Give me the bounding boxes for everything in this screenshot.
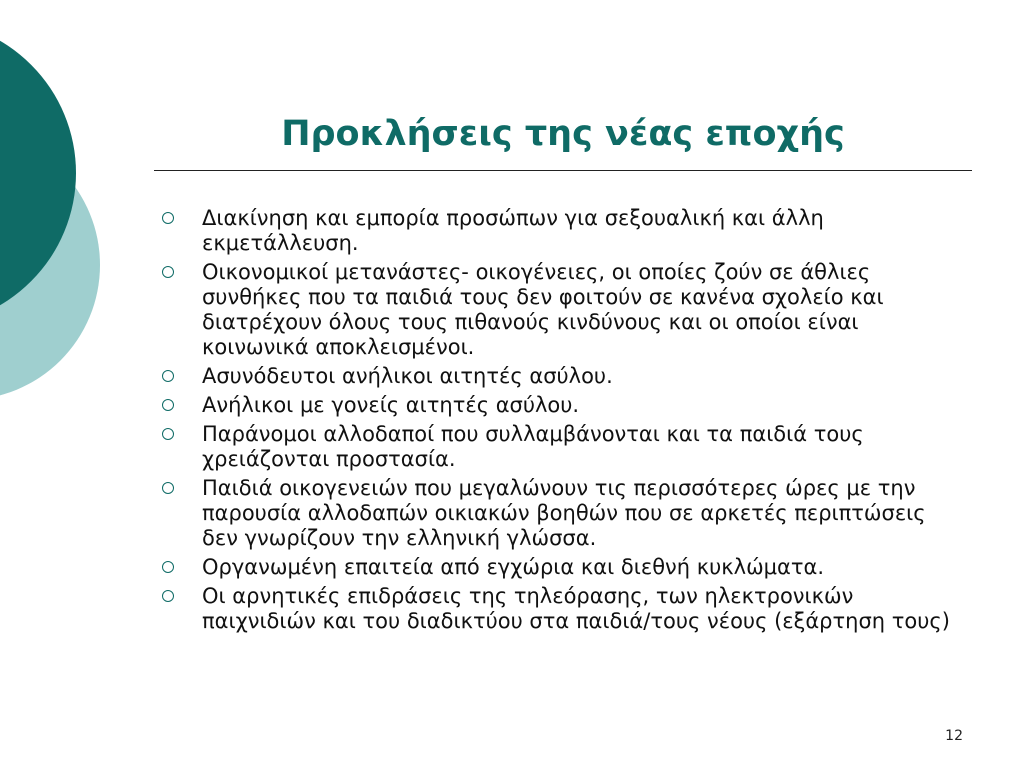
bullet-item	[162, 555, 962, 580]
bullet-item	[162, 206, 962, 256]
bullet-item	[162, 584, 962, 634]
slide-title: Προκλήσεις της νέας εποχής	[281, 114, 845, 154]
bullet-item	[162, 476, 962, 551]
bullet-circle-icon	[162, 482, 174, 494]
title-divider	[154, 170, 972, 171]
bullet-text: Οικονομικοί μετανάστες- οικογένειες, οι οποίες ζούν σε άθλιες συνθήκες που τα παιδιά τους δεν φοιτούν σε κανένα σχολείο και διατρέχουν όλους τους πιθανούς κινδύνους και οι οποίοι είναι κοινωνικά αποκλεισμένοι.	[202, 260, 884, 359]
bullet-item	[162, 393, 962, 418]
bullet-circle-icon	[162, 266, 174, 278]
bullet-text: Παράνομοι αλλοδαποί που συλλαμβάνονται και τα παιδιά τους χρειάζονται προστασία.	[202, 422, 864, 471]
bullet-item	[162, 364, 962, 389]
bullet-text: Οργανωμένη επαιτεία από εγχώρια και διεθνή κυκλώματα.	[202, 555, 825, 579]
bullet-circle-icon	[162, 399, 174, 411]
bullet-circle-icon	[162, 561, 174, 573]
bullet-text: Ασυνόδευτοι ανήλικοι αιτητές ασύλου.	[202, 364, 613, 388]
bullet-text: Διακίνηση και εμπορία προσώπων για σεξουαλική και άλλη εκμετάλλευση.	[202, 206, 824, 255]
bullet-text: Ανήλικοι με γονείς αιτητές ασύλου.	[202, 393, 580, 417]
bullet-circle-icon	[162, 370, 174, 382]
bullet-circle-icon	[162, 590, 174, 602]
bullet-text: Οι αρνητικές επιδράσεις της τηλεόρασης, των ηλεκτρονικών παιχνιδιών και του διαδικτύου στα παιδιά/τους νέους (εξάρτηση τους)	[202, 584, 950, 633]
bullet-text: Παιδιά οικογενειών που μεγαλώνουν τις περισσότερες ώρες με την παρουσία αλλοδαπών οικιακών βοηθών που σε αρκετές περιπτώσεις δεν γνωρίζουν την ελληνική γλώσσα.	[202, 476, 926, 550]
bullet-circle-icon	[162, 428, 174, 440]
bullet-list	[162, 206, 962, 638]
bullet-circle-icon	[162, 212, 174, 224]
page-number: 12	[945, 728, 963, 744]
bullet-item	[162, 260, 962, 360]
bullet-item	[162, 422, 962, 472]
